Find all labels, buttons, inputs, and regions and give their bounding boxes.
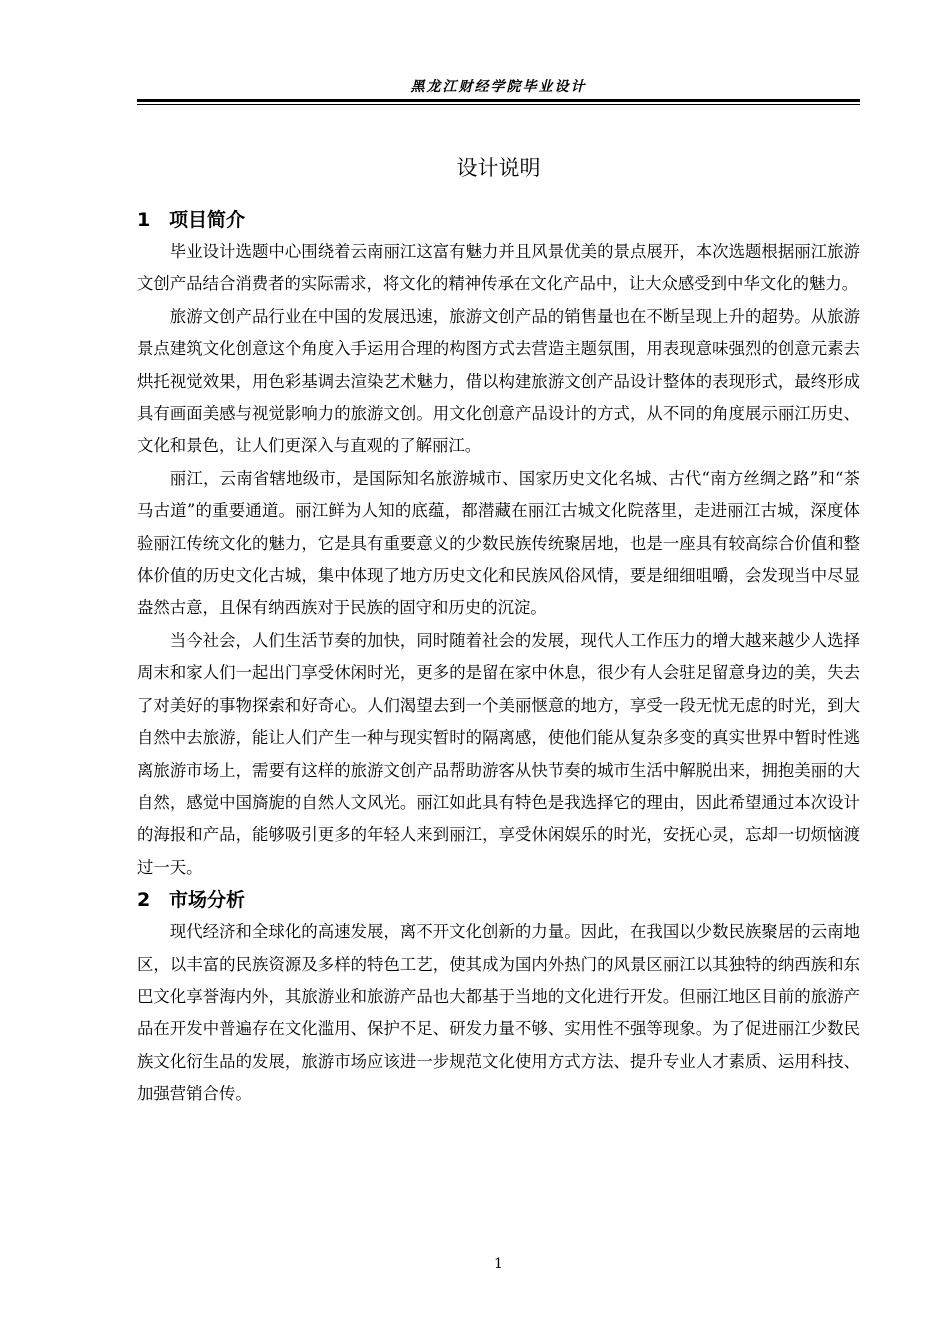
section-project-intro <box>137 204 860 884</box>
section-market-analysis <box>137 884 860 1110</box>
page-header: 黑龙江财经学院毕业设计 <box>410 79 587 95</box>
section-heading <box>137 204 860 236</box>
paragraph: 当今社会，人们生活节奏的加快，同时随着社会的发展，现代人工作压力的增大越来越少人选择周末和家人们一起出门享受休闲时光，更多的是留在家中休息，很少有人会驻足留意身边的美，失去了对美好的事物探索和好奇心。人们渴望去到一个美丽惬意的地方，享受一段无忧无虑的时光，到大自然中去旅游，能让人们产生一种与现实暂时的隔离感，使他们能从复杂多变的真实世界中暂时性逃离旅游市场上，需要有这样的旅游文创产品帮助游客从快节奏的城市生活中解脱出来，拥抱美丽的大自然，感觉中国旖旎的自然人文风光。丽江如此具有特色是我选择它的理由，因此希望通过本次设计的海报和产品，能够吸引更多的年轻人来到丽江，享受休闲娱乐的时光，安抚心灵，忘却一切烦恼渡过一天。 <box>137 630 860 877</box>
section-title: 项目简介 <box>169 209 246 231</box>
header-rule-thin <box>137 104 860 105</box>
header-rule-thick <box>137 99 860 102</box>
document-title: 设计说明 <box>456 156 541 180</box>
section-number: 1 <box>137 209 151 231</box>
paragraph: 现代经济和全球化的高速发展，离不开文化创新的力量。因此，在我国以少数民族聚居的云南地区，以丰富的民族资源及多样的特色工艺，使其成为国内外热门的风景区丽江以其独特的纳西族和东巴文化享誉海内外，其旅游业和旅游产品也大都基于当地的文化进行开发。但丽江地区目前的旅游产品在开发中普遍存在文化滥用、保护不足、研发力量不够、实用性不强等现象。为了促进丽江少数民族文化衍生品的发展，旅游市场应该进一步规范文化使用方式方法、提升专业人才素质、运用科技、加强营销合传。 <box>137 922 860 1104</box>
paragraph: 丽江，云南省辖地级市，是国际知名旅游城市、国家历史文化名城、古代“南方丝绸之路”和“茶马古道”的重要通道。丽江鲜为人知的底蕴，都潜藏在丽江古城文化院落里，走进丽江古城，深度体验丽江传统文化的魅力，它是具有重要意义的少数民族传统聚居地，也是一座具有较高综合价值和整体价值的历史文化古城，集中体现了地方历史文化和民族风俗风情，要是细细咀嚼，会发现当中尽显盎然古意，且保有纳西族对于民族的固守和历史的沉淀。 <box>137 468 860 618</box>
document-body <box>137 204 860 1111</box>
section-number: 2 <box>137 889 151 912</box>
paragraph: 旅游文创产品行业在中国的发展迅速，旅游文创产品的销售量也在不断呈现上升的超势。从旅游景点建筑文化创意这个角度入手运用合理的构图方式去营造主题氛围，用表现意味强烈的创意元素去烘托视觉效果，用色彩基调去渲染艺术魅力，借以构建旅游文创产品设计整体的表现形式，最终形成具有画面美感与视觉影响力的旅游文创。用文化创意产品设计的方式，从不同的角度展示丽江历史、文化和景色，让人们更深入与直观的了解丽江。 <box>137 306 860 456</box>
paragraph: 毕业设计选题中心围绕着云南丽江这富有魅力并且风景优美的景点展开，本次选题根据丽江旅游文创产品结合消费者的实际需求，将文化的精神传承在文化产品中，让大众感受到中华文化的魅力。 <box>137 242 860 294</box>
section-heading <box>137 884 860 916</box>
page-number: 1 <box>494 1256 503 1272</box>
section-title: 市场分析 <box>169 889 246 912</box>
